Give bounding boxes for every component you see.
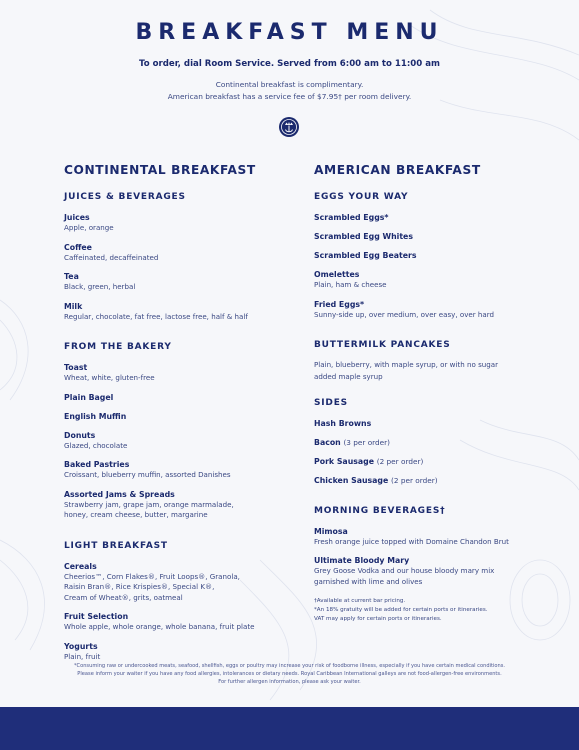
menu-item (64, 561, 314, 604)
menu-item (314, 231, 564, 242)
item-desc: Sunny-side up, over medium, over easy, over hard (314, 309, 495, 319)
item-name: Mimosa (314, 526, 348, 536)
item-desc: Regular, chocolate, fat free, lactose free, half & half (64, 311, 248, 321)
item-desc: garnished with lime and olives (314, 576, 423, 586)
item-desc: Fresh orange juice topped with Domaine Chandon Brut (314, 536, 509, 546)
light-section-title: LIGHT BREAKFAST (64, 540, 168, 551)
item-name: Omelettes (314, 270, 360, 279)
item-name: Plain Bagel (64, 392, 114, 402)
item-name: English Muffin (64, 411, 127, 421)
allergen-disclaimer (0, 662, 579, 687)
continental-column (64, 163, 314, 670)
menu-item (64, 641, 314, 663)
menu-item (64, 301, 314, 323)
eggs-section-title: EGGS YOUR WAY (314, 192, 409, 202)
item-name: Tea (64, 272, 79, 281)
footnote: VAT may apply for certain ports or itineraries. (314, 616, 442, 622)
item-desc: Apple, orange (64, 223, 114, 232)
item-desc: Croissant, blueberry muffin, assorted Danishes (64, 470, 231, 479)
item-desc: Glazed, chocolate (64, 440, 128, 450)
item-name: Assorted Jams & Spreads (64, 489, 175, 499)
item-desc: Plain, ham & cheese (314, 280, 387, 289)
item-name: Milk (64, 301, 83, 311)
menu-item (64, 430, 314, 452)
continental-note: Continental breakfast is complimentary. (215, 80, 364, 89)
menu-item (314, 418, 564, 429)
item-name: Juices (64, 213, 90, 222)
footnotes (314, 597, 564, 624)
bakery-section-title: FROM THE BAKERY (64, 342, 172, 352)
item-desc: Cream of Wheat®, grits, oatmeal (64, 592, 183, 602)
side-portion: (2 per order) (376, 456, 424, 466)
item-desc: Strawberry jam, grape jam, orange marmalade, (64, 499, 234, 509)
order-instructions: To order, dial Room Service. Served from 6:00 am to 11:00 am (138, 59, 441, 69)
item-name: Donuts (64, 430, 96, 440)
disclaimer-line: For further allergen information, please ask your waiter. (218, 679, 361, 686)
item-desc: Wheat, white, gluten-free (64, 373, 155, 382)
item-name: Fruit Selection (64, 612, 129, 621)
item-desc: Grey Goose Vodka and our house bloody mary mix (314, 566, 495, 575)
menu-item (314, 526, 564, 548)
menu-item (314, 269, 564, 291)
pancakes-desc: Plain, blueberry, with maple syrup, or with no sugar (314, 360, 499, 369)
item-desc: Black, green, herbal (64, 282, 136, 291)
juices-section-title: JUICES & BEVERAGES (64, 192, 186, 202)
menu-item (314, 555, 564, 587)
item-name: Scrambled Eggs* (314, 213, 389, 222)
american-fee-note: American breakfast has a service fee of $7.95† per room delivery. (167, 92, 412, 101)
side-portion: (2 per order) (391, 475, 438, 485)
side-name: Pork Sausage (314, 456, 375, 466)
footer-band (0, 707, 579, 750)
menu-item (314, 299, 564, 321)
menu-item (64, 459, 314, 481)
beverages-section-title: MORNING BEVERAGES† (314, 505, 446, 516)
american-column (314, 163, 564, 624)
menu-item (64, 489, 314, 521)
menu-item (314, 456, 564, 467)
item-name: Ultimate Bloody Mary (314, 556, 410, 565)
disclaimer-line: Please inform your waiter if you have any food allergies, intolerances or dietary needs. Royal Caribbean International galleys are not food-allergen-free environments. (77, 671, 502, 678)
menu-item (64, 362, 314, 384)
disclaimer-line: *Consuming raw or undercooked meats, seafood, shellfish, eggs or poultry may increase your risk of foodborne illness, especially if you have certain medical conditions. (73, 663, 506, 669)
item-name: Toast (64, 363, 88, 372)
item-desc: Caffeinated, decaffeinated (64, 252, 159, 262)
menu-item (64, 411, 314, 422)
page-title: BREAKFAST MENU (135, 20, 444, 45)
sides-section-title: SIDES (314, 397, 348, 408)
item-name (314, 456, 564, 467)
menu-item (314, 475, 564, 486)
pancakes-desc: added maple syrup (314, 371, 383, 381)
item-name: Hash Browns (314, 418, 372, 428)
item-desc: Plain, fruit (64, 651, 101, 661)
item-desc: Cheerios™, Corn Flakes®, Fruit Loops®, Granola, (64, 571, 240, 581)
item-name: Scrambled Egg Beaters (314, 251, 417, 260)
menu-item (314, 437, 564, 448)
menu-item (64, 611, 314, 633)
item-name (314, 437, 564, 448)
crown-anchor-icon (278, 116, 300, 138)
item-name: Cereals (64, 561, 97, 571)
menu-item (64, 242, 314, 264)
continental-title: CONTINENTAL BREAKFAST (64, 163, 256, 177)
item-desc: honey, cream cheese, butter, margarine (64, 510, 208, 519)
item-name: Coffee (64, 242, 92, 252)
menu-item (64, 392, 314, 403)
item-desc: Whole apple, whole orange, whole banana, fruit plate (64, 622, 255, 631)
side-portion: (3 per order) (343, 437, 391, 447)
footnote: *An 18% gratuity will be added for certain ports or itineraries. (314, 607, 488, 613)
item-name: Baked Pastries (64, 460, 130, 469)
footnote: †Available at current bar pricing. (314, 598, 406, 604)
menu-item (314, 250, 564, 261)
item-name: Scrambled Egg Whites (314, 232, 413, 241)
item-name: Fried Eggs* (314, 299, 365, 309)
side-name: Bacon (314, 437, 341, 447)
pancakes-section-title: BUTTERMILK PANCAKES (314, 340, 451, 350)
menu-item (64, 212, 314, 234)
menu-item (64, 271, 314, 293)
item-name: Yogurts (64, 641, 98, 651)
american-title: AMERICAN BREAKFAST (314, 163, 481, 177)
menu-item (314, 212, 564, 223)
item-name (314, 475, 564, 486)
side-name: Chicken Sausage (314, 475, 389, 485)
item-desc: Raisin Bran®, Rice Krispies®, Special K®, (64, 582, 215, 591)
